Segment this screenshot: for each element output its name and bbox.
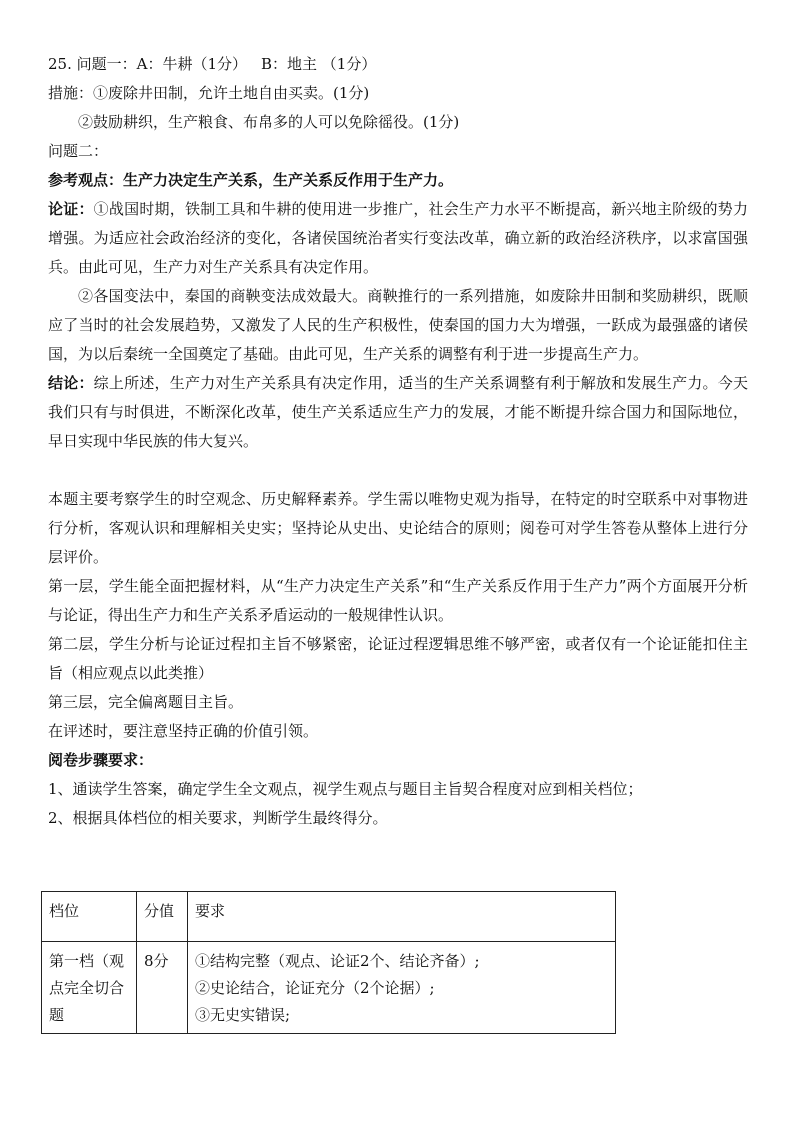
measures-label: 措施： [48,84,94,102]
steps-heading: 阅卷步骤要求： [48,751,154,769]
notes-level-2: 第二层，学生分析与论证过程扣主旨不够紧密，论证过程逻辑思维不够严密，或者仅有一个论证能扣住主旨（相应观点以此类推） [48,635,748,682]
measure-2: ②鼓励耕织，生产粮食、布帛多的人可以免除徭役。(1分) [78,113,460,131]
argument-paragraph-1 [48,195,748,282]
measures-line [48,79,748,108]
conclusion-label: 结论： [48,374,94,392]
table-row [42,942,616,1034]
notes-level-3: 第三层，完全偏离题目主旨。 [48,693,244,711]
notes-value: 在评述时，要注意坚持正确的价值引领。 [48,722,319,740]
requirements-cell [188,942,616,1034]
argument-label: 论证： [48,200,94,218]
argument-text-2: ②各国变法中，秦国的商鞅变法成效最大。商鞅推行的一系列措施，如废除井田制和奖励耕织，既顺应了当时的社会发展趋势，又激发了人民的生产积极性，使秦国的国力大为增强，一跃成为最强盛的诸侯国，为以后秦统一全国奠定了基础。由此可见，生产关系的调整有利于进一步提高生产力。 [48,287,748,363]
conclusion-text: 综上所述，生产力对生产关系具有决定作用，适当的生产关系调整有利于解放和发展生产力。今天我们只有与时俱进，不断深化改革，使生产关系适应生产力的发展，才能不断提升综合国力和国际地位，早日实现中华民族的伟大复兴。 [48,374,748,450]
argument-paragraph-2 [48,282,748,369]
conclusion-paragraph [48,369,748,456]
header-score: 分值 [137,892,188,942]
argument-text-1: ①战国时期，铁制工具和牛耕的使用进一步推广，社会生产力水平不断提高，新兴地主阶级的势力增强。为适应社会政治经济的变化，各诸侯国统治者实行变法改革，确立新的政治经济秩序，以求富国强兵。由此可见，生产力对生产关系具有决定作用。 [48,200,748,276]
q25-a-answer: 25. 问题一：A：牛耕（1分） [48,55,248,73]
question-2-label: 问题二： [48,142,109,160]
notes-level-1: 第一层，学生能全面把握材料，从“生产力决定生产关系”和“生产关系反作用于生产力”两个方面展开分析与论证，得出生产力和生产关系矛盾运动的一般规律性认识。 [48,577,748,624]
measure-2-line [48,108,748,137]
requirement-2: ②史论结合，论证充分（2个论据）; [195,979,435,997]
question-2-line [48,137,748,166]
requirement-3: ③无史实错误; [195,1006,291,1024]
reference-view: 参考观点：生产力决定生产关系，生产关系反作用于生产力。 [48,171,454,189]
score-cell: 8分 [137,942,188,1034]
blank-gap [48,456,748,485]
step-2: 2、根据具体档位的相关要求，判断学生最终得分。 [48,809,388,827]
grading-table [41,891,616,1034]
step-1: 1、通读学生答案，确定学生全文观点，视学生观点与题目主旨契合程度对应到相关档位； [48,780,643,798]
level-cell: 第一档（观点完全切合题 [42,942,137,1034]
document-page [48,50,748,833]
q25-line [48,50,748,79]
header-level: 档位 [42,892,137,942]
table-header-row [42,892,616,942]
header-requirements: 要求 [188,892,616,942]
q25-b-answer: B：地主 （1分） [261,55,377,73]
measure-1: ①废除井田制，允许土地自由买卖。(1分) [93,84,370,102]
notes-intro: 本题主要考察学生的时空观念、历史解释素养。学生需以唯物史观为指导，在特定的时空联系中对事物进行分析，客观认识和理解相关史实；坚持论从史出、史论结合的原则；阅卷可对学生答卷从整体上进行分层评价。 [48,490,748,566]
requirement-1: ①结构完整（观点、论证2个、结论齐备）; [195,952,480,970]
